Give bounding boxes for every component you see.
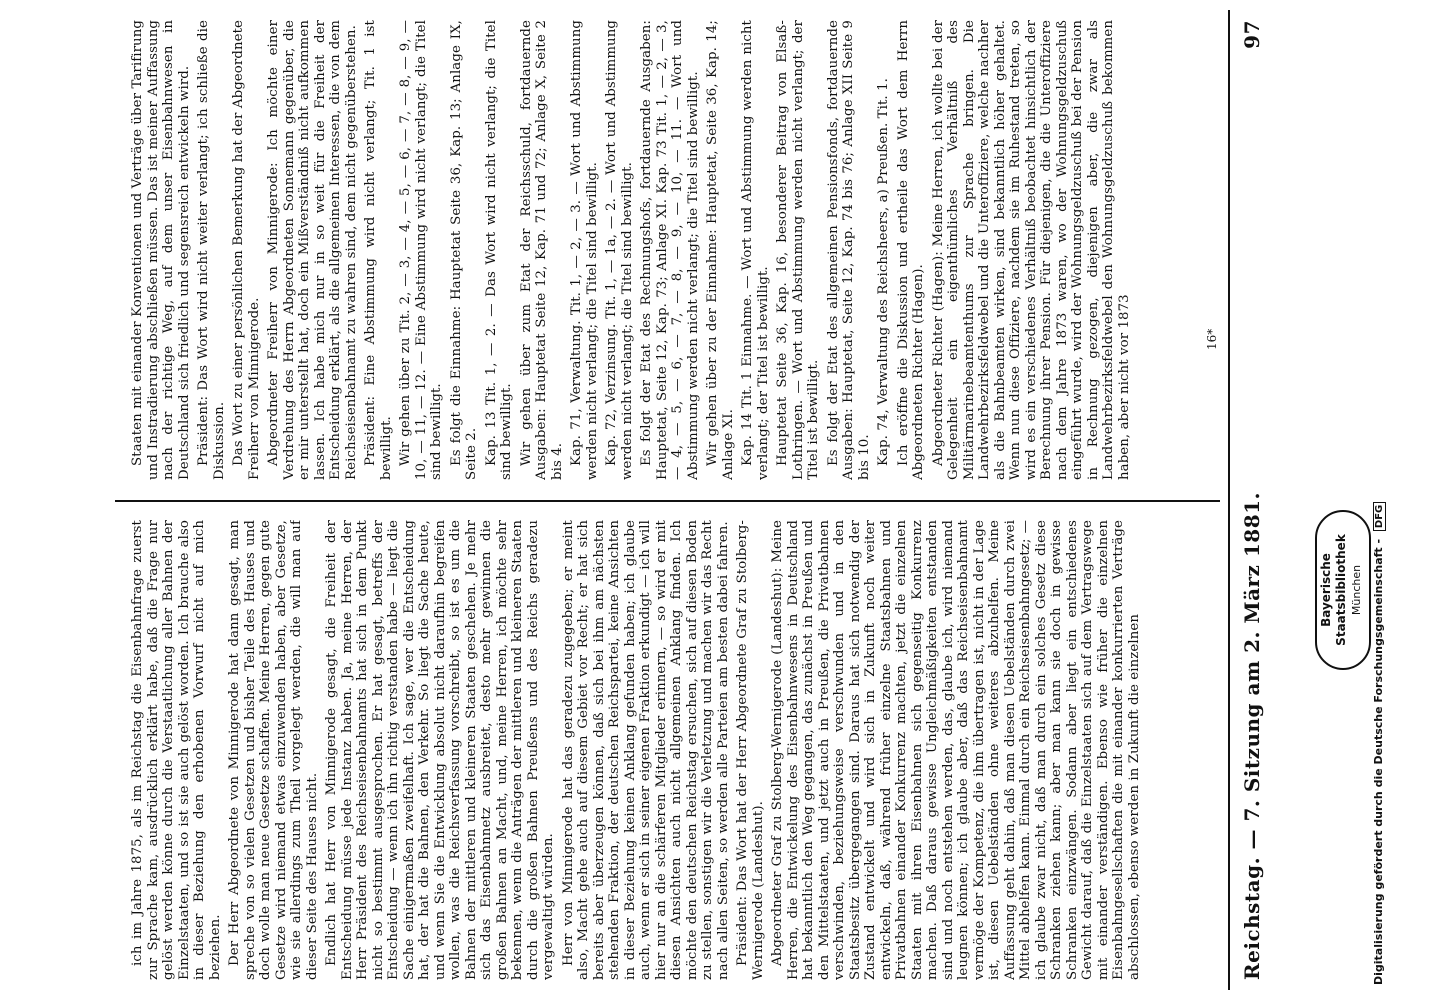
budget-item: Es folgt die Einnahme: Hauptetat Seite 36, Kap. 13; Anlage IX, Seite 2. <box>448 20 479 480</box>
budget-item: Kap. 14 Tit. 1 Einnahme. — Wort und Abstimmung werden nicht verlangt; der Titel ist bewilligt. <box>740 20 771 480</box>
president-remark: Präsident: Das Wort hat der Herr Abgeordnete Graf zu Stolberg-Wernigerode (Landeshut). <box>735 520 766 980</box>
rotated-newspaper-page <box>100 0 1400 1000</box>
column-divider <box>115 500 1220 502</box>
paragraph: Das Wort zu einer persönlichen Bemerkung hat der Abgeordnete Freiherr von Minnigerode. <box>231 20 262 480</box>
paragraph: Endlich hat Herr von Minnigerode gesagt, die Freiheit der Entscheidung müsse jede Instanz haben. Ja, meine Herren, der Herr Präsident des Reichseisenbahnamts hat sich in dem Punkt nicht so bestimmt ausgesprochen. Er hat gesagt, betreffs der Entscheidung — wenn ich ihn richtig verstanden habe — liegt die Sache einigermaßen zweifelhaft. Ich sage, wer die Entscheidung hat, der hat die Bahnen, den Verkehr. So liegt die Sache heute, und wenn Sie die Entwicklung absolut nicht daraufhin begreifen wollen, was die Reichsverfassung vorschreibt, so ist es um die Bahnen der mittleren und kleineren Staaten geschehen. Je mehr sich das Eisenbahnnetz ausbreitet, desto mehr gewinnen die großen Bahnen an Macht, und, meine Herren, ich möchte sehr bekennen, wenn die Anträgen der mittleren und kleineren Staaten durch die großen Bahnen Preußens und des Reichs geradezu vergewaltigt würden. <box>324 520 556 980</box>
stamp-line: Bayerische <box>1319 553 1333 627</box>
running-header <box>1240 20 1280 980</box>
running-title: Reichstag. — 7. Sitzung am 2. März 1881. <box>1240 491 1264 980</box>
page-number: 97 <box>1240 20 1264 49</box>
footnote-marker: 16* <box>1205 328 1219 350</box>
header-rule <box>1228 10 1230 990</box>
budget-item: Es folgt der Etat des Rechnungshofs, fortdauernde Ausgaben: Hauptetat, Seite 12, Kap. 73; Anlage XI. Kap. 73 Tit. 1, — 2, — 3, — 4, — 5, — 6, — 7, — 8, — 9, — 10, — 11. — Wort und Abstimmung werden nicht verlangt; die Titel sind bewilligt. <box>639 20 701 480</box>
paragraph: ich im Jahre 1875, als im Reichstag die Eisenbahnfrage zuerst zur Sprache kam, ausdrücklich erklärt habe, daß die Frage nur gelöst werden könne durch die Verstaatlichung aller Bahnen der Einzelstaaten, und so ist sie auch gelöst worden. Ich brauche also in dieser Beziehung den erhobenen Vorwurf nicht auf mich beziehen. <box>130 520 223 980</box>
stamp-line: München <box>1350 564 1363 616</box>
budget-item: Hauptetat Seite 36, Kap. 16, besonderer Beitrag von Elsaß-Lothringen. — Wort und Abstimmung werden nicht verlangt; der Titel ist bewilligt. <box>775 20 821 480</box>
paragraph: Staaten mit einander Konventionen und Verträge über Tarifirung und Instradierung abschließen müssen. Das ist meiner Auffassung nach der richtige Weg, auf dem unser Eisenbahnwesen in Deutschland sich friedlich und segensreich entwickeln wird. <box>130 20 192 480</box>
credit-text: Digitalisierung gefördert durch die Deutsche Forschungsgemeinschaft - <box>1372 538 1385 985</box>
president-remark: Präsident: Eine Abstimmung wird nicht verlangt; Tit. 1 ist bewilligt. <box>363 20 394 480</box>
library-stamp <box>1315 510 1371 670</box>
stamp-line: Staatsbibliothek <box>1334 534 1348 646</box>
right-column <box>130 20 1220 480</box>
speech-richter: Abgeordneter Richter (Hagen): Meine Herren, ich wollte bei der Gelegenheit ein eigenthümliches Verhältniß des Militärmarinebeamtenthums zur Sprache bringen. Die Landwehrbezirksfeldwebel und die Unteroffiziere, welche nachher als die Bahnbeamten wirken, sind bekanntlich höher gehaltet. Wenn nun diese Offiziere, nachdem sie im Ruhestand treten, so wird es ein verschiedenes Verhältniß beobachtet hinsichtlich der Berechnung ihrer Pension. Für diejenigen, die die Unteroffiziere nach dem Jahre 1873 waren, wo der Wohnungsgeldzuschuß eingeführt wurde, wird der Wohnungsgeldzuschuß bei der Pension in Rechnung gezogen, diejenigen aber, die zwar als Landwehrbezirksfeldwebel den Wohnungsgeldzuschuß bekommen haben, aber nicht vor 1873 <box>930 20 1132 480</box>
budget-item: Kap. 71, Verwaltung. Tit. 1, — 2, — 3. — Wort und Abstimmung werden nicht verlangt; die Titel sind bewilligt. <box>569 20 600 480</box>
budget-item: Kap. 74, Verwaltung des Reichsheers, a) Preußen. Tit. 1. <box>876 78 891 466</box>
paragraph: Der Herr Abgeordnete von Minnigerode hat dann gesagt, man spreche von so vielen Gesetzen und bisher Teile des Hauses und doch wolle man neue Gesetze schaffen. Meine Herren, gegen gute Gesetze wird niemand etwas einzuwenden haben, aber Gesetze, wie sie allerdings zum Theil vorgelegt werden, die will man auf dieser Seite des Hauses nicht. <box>227 520 320 980</box>
dfg-logo: DFG <box>1373 502 1386 531</box>
budget-item: Wir gehen über zu der Einnahme: Hauptetat, Seite 36, Kap. 14; Anlage XI. <box>705 20 736 480</box>
left-column <box>130 520 1220 980</box>
budget-item: Kap. 13 Tit. 1, — 2. — Das Wort wird nicht verlangt; die Titel sind bewilligt. <box>483 20 514 480</box>
speech-graf-stolberg: Abgeordneter Graf zu Stolberg-Wernigerode (Landeshut): Meine Herren, die Entwickelung des Eisenbahnwesens in Deutschland hat bekanntlich den Weg gegangen, das zunächst in Preußen und den Mittelstaaten, und jetzt auch in Preußen, die Privatbahnen verschwinden, beziehungsweise verschwunden und in den Staatsbesitz übergegangen sind. Daraus hat sich notwendig der Zustand entwickelt und wird sich in Zukunft noch weiter entwickeln, daß, während früher einzelne Staatsbahnen und Privatbahnen einander Konkurrenz machten, jetzt die einzelnen Staaten mit ihren Eisenbahnen sich gegenseitig Konkurrenz machen. Daß daraus gewisse Ungleichmäßigkeiten entstanden sind und noch entstehen werden, das, glaube ich, wird niemand leugnen können; ich glaube aber, daß das Reichseisenbahnamt vermöge der Kompetenz, die ihm übertragen ist, nicht in der Lage ist, diesen Uebelständen ohne weiteres abzuhelfen. Meine Auffassung geht dahin, daß man diesen Uebelständen durch zwei Mittel abhelfen kann. Einmal durch ein Reichseisenbahngesetz; — ich glaube zwar nicht, daß man durch ein solches Gesetz diese Schranken ziehen kann; aber man kann sie doch in gewisse Schranken einzwängen. Sodann aber liegt ein entschiedenes Gewicht darauf, daß die Einzelstaaten sich auf dem Vertragswege mit einander verständigen. Ebenso wie früher die einzelnen Eisenbahngesellschaften die mit einander konkurrierten Verträge abschlossen, ebenso werden in Zukunft die einzelnen <box>770 520 1142 980</box>
budget-item: Wir gehen über zu Tit. 2, — 3, — 4, — 5, — 6, — 7, — 8, — 9, — 10, — 11, — 12. — Eine Abstimmung wird nicht verlangt; die Titel sind bewilligt. <box>398 20 444 480</box>
speech-minnigerode: Abgeordneter Freiherr von Minnigerode: Ich möchte einer Verdrehung des Herrn Abgeordneten Sonnemann gegenüber, die er mir unterstellt hat, doch ein Mißverständniß nicht aufkommen lassen. Ich habe mich nur in so weit für die Freiheit der Entscheidung erklärt, als die allgemeinen Interessen, die von dem Reichseisenbahnamt zu wahren sind, dem nicht gegenüberstehen. <box>266 20 359 480</box>
budget-item: Ich eröffne die Diskussion und ertheile das Wort dem Herrn Abgeordneten Richter (Hagen). <box>895 20 926 480</box>
budget-item: Wir gehen über zum Etat der Reichsschuld, fortdauernde Ausgaben: Hauptetat Seite 12, Kap. 71 und 72; Anlage X, Seite 2 bis 4. <box>518 20 565 480</box>
budget-item: Kap. 72, Verzinsung. Tit. 1, — 1a, — 2. — Wort und Abstimmung werden nicht verlangt; die Titel sind bewilligt. <box>604 20 635 480</box>
paragraph: Herr von Minnigerode hat das geradezu zugegeben; er meint also, Macht gehe auch auf diesem Gebiet vor Recht; er hat sich bereits aber überzeugen können, daß sich bei ihm am nächsten stehenden Fraktion, der deutschen Reichspartei, keine Ansichten in dieser Beziehung keinen Anklang gefunden haben; ich glaube auch, wenn er sich in seiner eigenen Fraktion erkundigt — ich will hier nur an die schärferen Mitglieder erinnern, — so wird er mit diesen Ansichten auch nicht allgemeinen Anklang finden. Ich möchte den deutschen Reichstag ersuchen, sich auf diesen Boden zu stellen, sonstigen wir die Verletzung und machen wir das Recht nach allen Seiten, so werden alle Parteien am besten dabei fahren. <box>560 520 731 980</box>
digitization-credit <box>1372 15 1390 985</box>
president-remark: Präsident: Das Wort wird nicht weiter verlangt; ich schließe die Diskussion. <box>196 20 227 480</box>
budget-item: Es folgt der Etat des allgemeinen Pensionsfonds, fortdauernde Ausgaben: Hauptetat, Seite 12, Kap. 74 bis 76; Anlage XII Seite 9 bis 10. <box>825 20 872 480</box>
